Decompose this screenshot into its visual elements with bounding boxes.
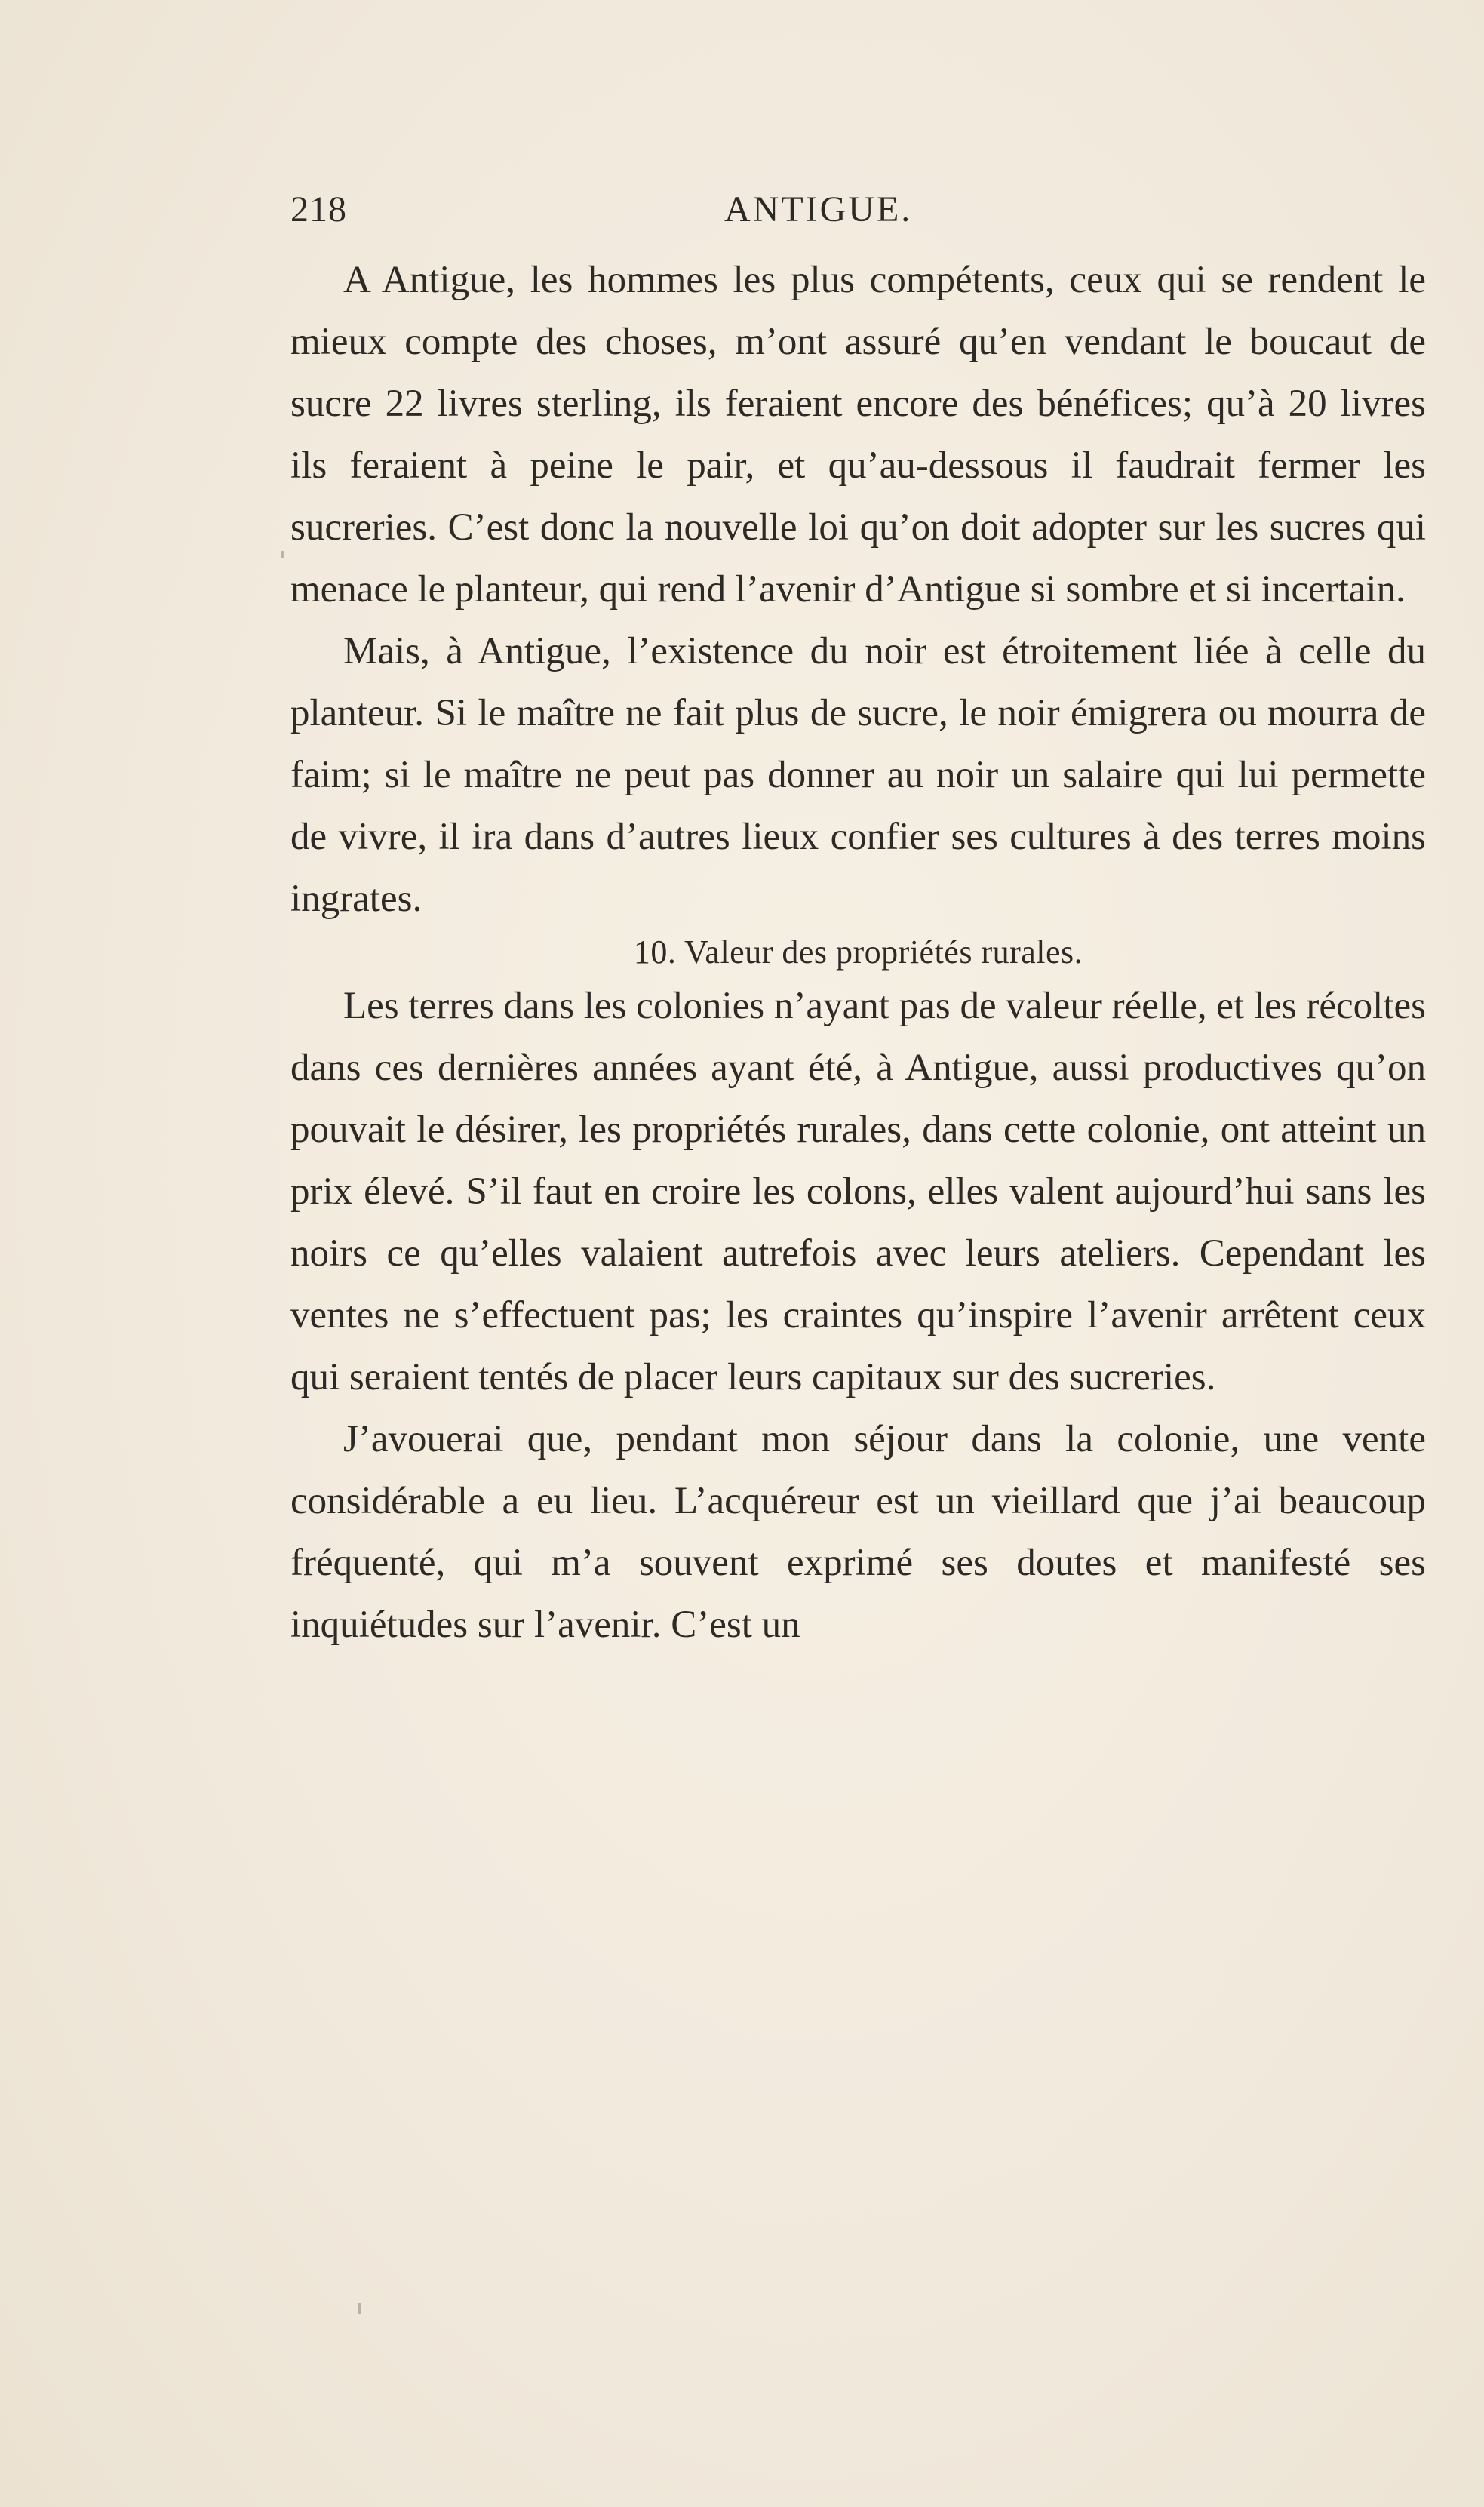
page-number: 218: [290, 189, 347, 229]
running-head: ANTIGUE.: [724, 189, 913, 229]
body-text: [290, 249, 1426, 1656]
paper-speck: [358, 2303, 361, 2314]
paragraph: Mais, à Antigue, l’existence du noir est étroitement liée à celle du planteur. Si le maître ne fait plus de sucre, le noir émigrera ou mourra de faim; si le maître ne peut pas donner au noir un salaire qui lui permette de vivre, il ira dans d’autres lieux confier ses cultures à des terres moins ingrates.: [290, 630, 1426, 920]
paper-speck: [281, 551, 284, 558]
page-header: [290, 189, 1411, 241]
paragraph: Les terres dans les colonies n’ayant pas de valeur réelle, et les récoltes dans ces dernières années ayant été, à Antigue, aussi productives qu’on pouvait le désirer, les propriétés rurales, dans cette colonie, ont atteint un prix élevé. S’il faut en croire les colons, elles valent aujourd’hui sans les noirs ce qu’elles valaient autrefois avec leurs ateliers. Cependant les ventes ne s’effectuent pas; les craintes qu’inspire l’avenir arrêtent ceux qui seraient tentés de placer leurs capitaux sur des sucreries.: [290, 985, 1426, 1398]
paragraph: A Antigue, les hommes les plus compétents, ceux qui se rendent le mieux compte des choses, m’ont assuré qu’en vendant le boucaut de sucre 22 livres sterling, ils feraient encore des bénéfices; qu’à 20 livres ils feraient à peine le pair, et qu’au-dessous il faudrait fermer les sucreries. C’est donc la nouvelle loi qu’on doit adopter sur les sucres qui menace le planteur, qui rend l’avenir d’Antigue si sombre et si incertain.: [290, 259, 1426, 611]
section-heading: 10. Valeur des propriétés rurales.: [633, 934, 1083, 971]
paragraph: J’avouerai que, pendant mon séjour dans la colonie, une vente considérable a eu lieu. L’acquéreur est un vieillard que j’ai beaucoup fréquenté, qui m’a souvent exprimé ses doutes et manifesté ses inquiétudes sur l’avenir. C’est un: [290, 1418, 1426, 1646]
